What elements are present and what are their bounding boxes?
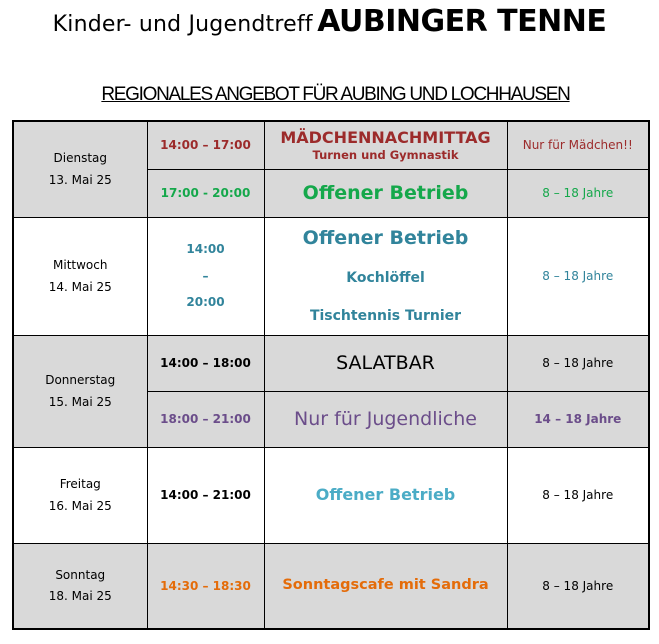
age-cell: 8 – 18 Jahre (507, 543, 649, 629)
page-title (0, 4, 659, 39)
activity-title: Sonntagscafe mit Sandra (282, 577, 489, 594)
title-main: AUBINGER TENNE (317, 4, 607, 39)
activity-title: Offener Betrieb (302, 226, 469, 249)
age-cell: 8 – 18 Jahre (507, 447, 649, 543)
time-cell: 14:00 – 21:00 (147, 447, 264, 543)
time-start: 14:00 (186, 242, 225, 257)
age-cell: 14 – 18 Jahre (507, 391, 649, 447)
row-mittwoch (13, 217, 649, 335)
row-dienstag-1 (13, 121, 649, 169)
age-cell: 8 – 18 Jahre (507, 335, 649, 391)
activity-cell (264, 169, 507, 217)
activity-cell (264, 121, 507, 169)
day-cell-dienstag (13, 121, 147, 217)
activity-cell (264, 543, 507, 629)
activity-line-2: Kochlöffel (346, 269, 425, 286)
page-subtitle: REGIONALES ANGEBOT FÜR AUBING UND LOCHHAUSEN (101, 84, 570, 105)
activity-cell (264, 217, 507, 335)
day-name: Freitag (59, 477, 101, 492)
activity-cell (264, 447, 507, 543)
day-name: Donnerstag (45, 373, 116, 388)
age-cell: Nur für Mädchen!! (507, 121, 649, 169)
activity-cell (264, 335, 507, 391)
activity-title: SALATBAR (336, 351, 435, 374)
activity-title: Nur für Jugendliche (294, 407, 477, 430)
day-cell-mittwoch (13, 217, 147, 335)
activity-title: Offener Betrieb (315, 485, 456, 505)
time-cell: 14:00 – 17:00 (147, 121, 264, 169)
day-name: Mittwoch (53, 258, 108, 273)
day-date: 13. Mai 25 (48, 172, 112, 187)
day-cell-freitag (13, 447, 147, 543)
time-dash: – (202, 268, 209, 283)
age-cell: 8 – 18 Jahre (507, 217, 649, 335)
title-prefix: Kinder- und Jugendtreff (52, 12, 313, 37)
activity-cell (264, 391, 507, 447)
age-cell: 8 – 18 Jahre (507, 169, 649, 217)
day-date: 18. Mai 25 (48, 589, 112, 604)
day-date: 15. Mai 25 (48, 394, 112, 409)
activity-title: Offener Betrieb (302, 181, 469, 204)
time-cell (147, 217, 264, 335)
day-date: 16. Mai 25 (48, 498, 112, 513)
day-cell-donnerstag (13, 335, 147, 447)
row-sonntag (13, 543, 649, 629)
time-cell: 14:30 – 18:30 (147, 543, 264, 629)
row-freitag (13, 447, 649, 543)
time-end: 20:00 (186, 295, 225, 310)
row-donnerstag-1 (13, 335, 649, 391)
activity-subtitle: Turnen und Gymnastik (312, 147, 459, 162)
day-date: 14. Mai 25 (48, 279, 112, 294)
activity-title: MÄDCHENNACHMITTAG (280, 127, 491, 147)
day-name: Dienstag (53, 151, 107, 166)
activity-line-3: Tischtennis Turnier (309, 308, 462, 325)
time-cell: 14:00 – 18:00 (147, 335, 264, 391)
day-cell-sonntag (13, 543, 147, 629)
schedule-table (12, 120, 650, 630)
time-cell: 18:00 – 21:00 (147, 391, 264, 447)
day-name: Sonntag (55, 567, 106, 582)
time-cell: 17:00 - 20:00 (147, 169, 264, 217)
